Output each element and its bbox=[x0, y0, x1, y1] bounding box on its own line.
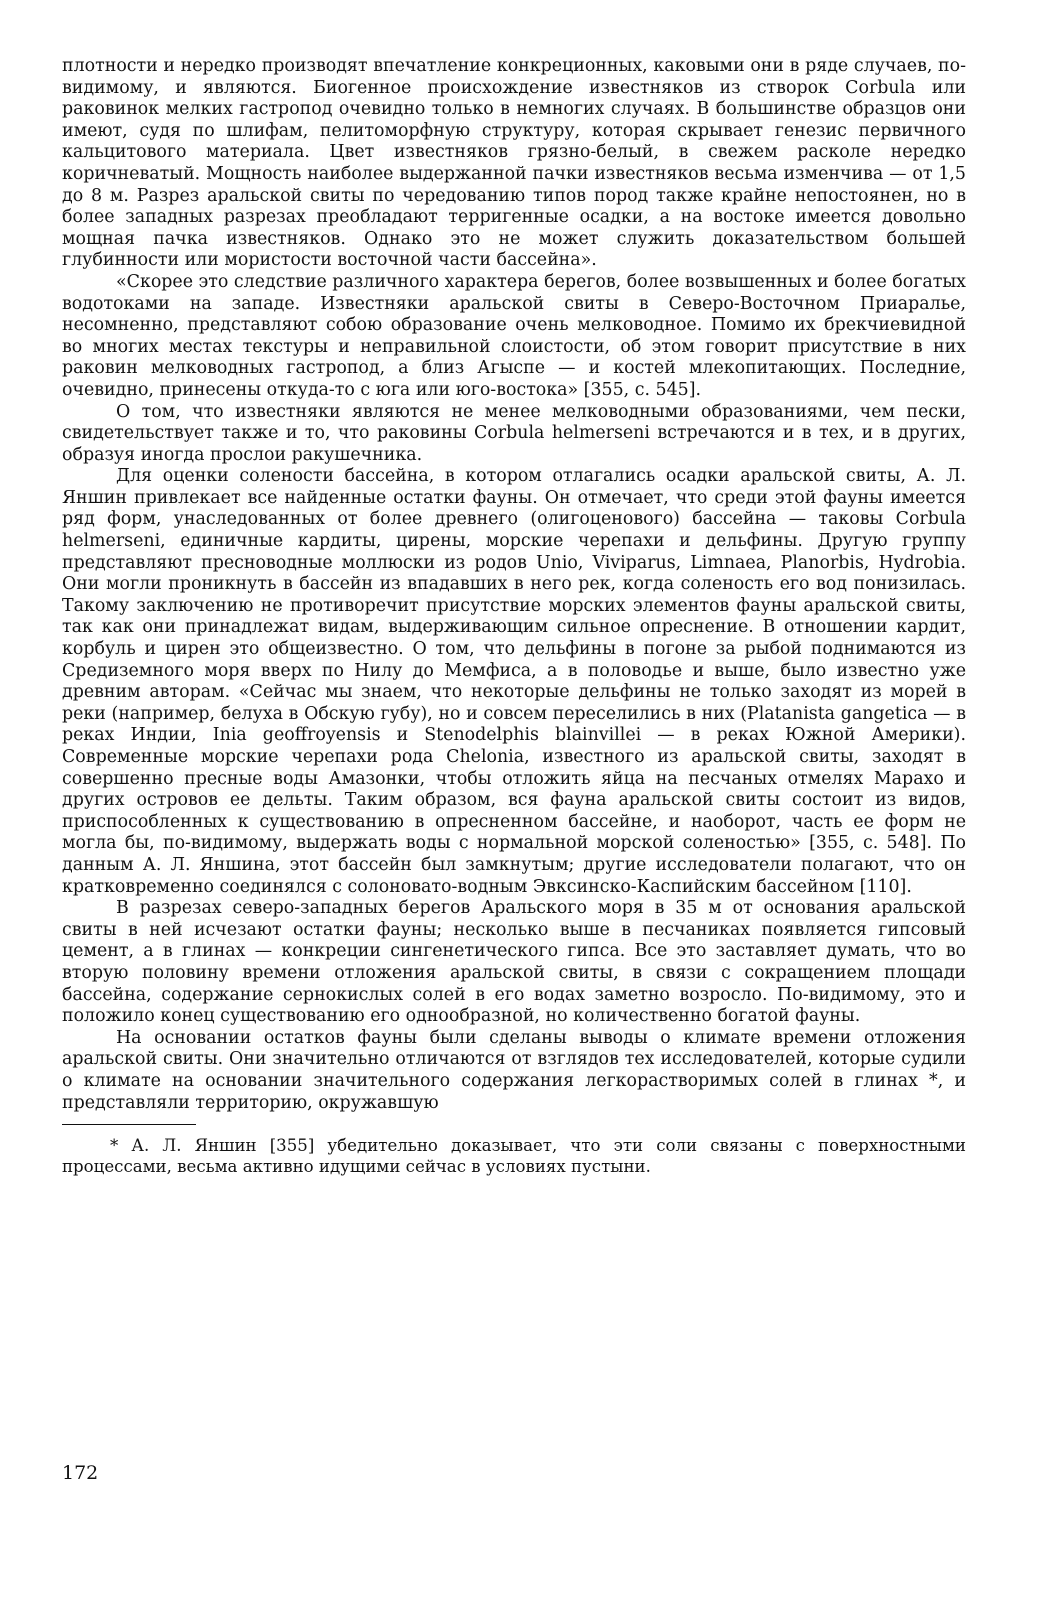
paragraph-3: О том, что известняки являются не менее мелководными образованиями, чем пески, свидетельствует также и то, что раковины Corbula helmerseni встречаются и в тех, и в других, образуя иногда прослои ракушечника. bbox=[62, 401, 966, 465]
paragraph-4: Для оценки солености бассейна, в котором отлагались осадки аральской свиты, А. Л. Яншин привлекает все найденные остатки фауны. Он отмечает, что среди этой фауны имеется ряд форм, унаследованных от более древнего (олигоценового) бассейна — таковы Corbula helmerseni, единичные кардиты, цирены, морские черепахи и дельфины. Другую группу представляют пресноводные моллюски из родов Unio, Viviparus, Limnaea, Planorbis, Hydrobia. Они могли проникнуть в бассейн из впадавших в него рек, когда соленость его вод понизилась. Такому заключению не противоречит присутствие морских элементов фауны аральской свиты, так как они принадлежат видам, выдерживающим сильное опреснение. В отношении кардит, корбуль и цирен это общеизвестно. О том, что дельфины в погоне за рыбой поднимаются из Средиземного моря вверх по Нилу до Мемфиса, а в половодье и выше, было известно уже древним авторам. «Сейчас мы знаем, что некоторые дельфины не только заходят из морей в реки (например, белуха в Обскую губу), но и совсем переселились в них (Platanista gangetica — в реках Индии, Inia geoffroyensis и Stenodelphis blainvillei — в реках Южной Америки). Современные морские черепахи рода Chelonia, известного из аральской свиты, заходят в совершенно пресные воды Амазонки, чтобы отложить яйца на песчаных отмелях Марахо и других островов ее дельты. Таким образом, вся фауна аральской свиты состоит из видов, приспособленных к существованию в опресненном бассейне, и наоборот, часть ее форм не могла бы, по-видимому, выдержать воды с нормальной морской соленостью» [355, с. 548]. По данным А. Л. Яншина, этот бассейн был замкнутым; другие исследователи полагают, что он кратковременно соединялся с солоновато-водным Эвксинско-Каспийским бассейном [110]. bbox=[62, 466, 966, 897]
page-number: 172 bbox=[62, 1462, 99, 1484]
paragraph-5: В разрезах северо-западных берегов Аральского моря в 35 м от основания аральской свиты в ней исчезают остатки фауны; несколько выше в песчаниках появляется гипсовый цемент, а в глинах — конкреции сингенетического гипса. Все это заставляет думать, что во вторую половину времени отложения аральской свиты, в связи с сокращением площади бассейна, содержание сернокислых солей в его водах заметно возросло. По-видимому, это и положило конец существованию его однообразной, но количественно богатой фауны. bbox=[62, 898, 966, 1027]
paragraph-6: На основании остатков фауны были сделаны выводы о климате времени отложения аральской свиты. Они значительно отличаются от взглядов тех исследователей, которые судили о климате на основании значительного содержания легкорастворимых солей в глинах *, и представляли территорию, окружавшую bbox=[62, 1027, 966, 1113]
paragraph-1: плотности и нередко производят впечатление конкреционных, каковыми они в ряде случаев, по-видимому, и являются. Биогенное происхождение известняков из створок Corbula или раковинок мелких гастропод очевидно только в немногих случаях. В большинстве образцов они имеют, судя по шлифам, пелитоморфную структуру, которая скрывает генезис первичного кальцитового материала. Цвет известняков грязно-белый, в свежем расколе нередко коричневатый. Мощность наиболее выдержанной пачки известняков весьма изменчива — от 1,5 до 8 м. Разрез аральской свиты по чередованию типов пород также крайне непостоянен, но в более западных разрезах преобладают терригенные осадки, а на востоке имеется довольно мощная пачка известняков. Однако это не может служить доказательством большей глубинности или мористости восточной части бассейна». bbox=[62, 56, 966, 271]
paragraph-2: «Скорее это следствие различного характера берегов, более возвышенных и более богатых водотоками на западе. Известняки аральской свиты в Северо-Восточном Приаралье, несомненно, представляют собою образование очень мелководное. Помимо их брекчиевидной во многих местах текстуры и неправильной слоистости, об этом говорит присутствие в них раковин мелководных гастропод, а близ Агыспе — и костей млекопитающих. Последние, очевидно, принесены откуда-то с юга или юго-востока» [355, с. 545]. bbox=[62, 271, 966, 400]
footnote: * А. Л. Яншин [355] убедительно доказывает, что эти соли связаны с поверхностными процессами, весьма активно идущими сейчас в условиях пустыни. bbox=[62, 1136, 966, 1177]
body-text bbox=[62, 56, 966, 1114]
footnote-divider bbox=[62, 1124, 196, 1125]
